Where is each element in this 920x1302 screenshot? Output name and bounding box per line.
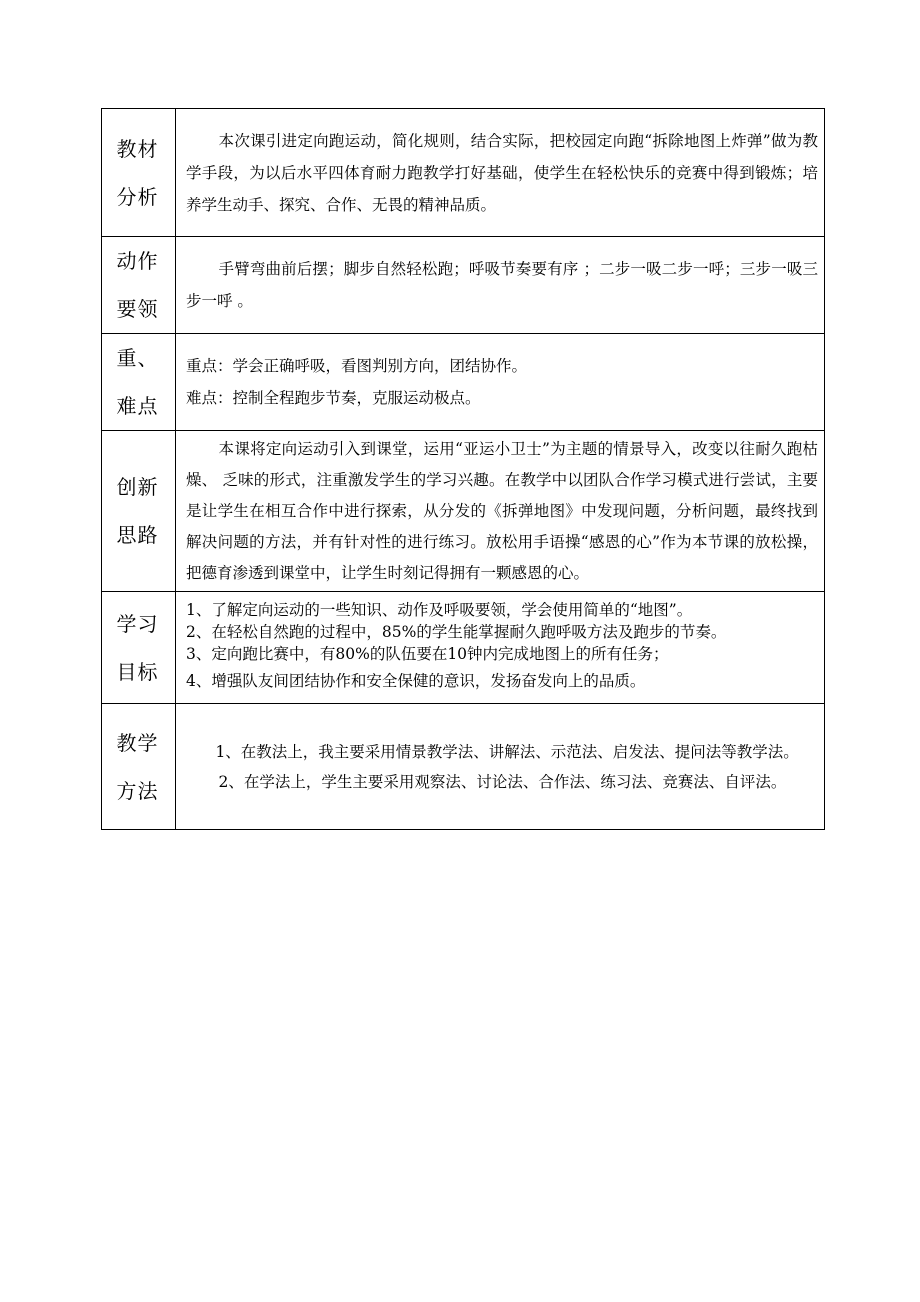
goal-item: 2、在轻松自然跑的过程中，85%的学生能掌握耐久跑呼吸方法及跑步的节奏。	[186, 622, 727, 641]
row-label-cell	[102, 237, 176, 334]
table-row-innovation	[102, 431, 825, 592]
row-label-cell	[102, 592, 176, 704]
content-paragraph: 手臂弯曲前后摆；脚步自然轻松跑；呼吸节奏要有序 ；二步一吸二步一呼；三步一吸三步一呼 。	[186, 260, 818, 310]
row-label: 动作要领	[116, 249, 159, 321]
goal-item: 1、了解定向运动的一些知识、动作及呼吸要领，学会使用简单的“地图”。	[186, 600, 693, 619]
table-row-teaching-methods	[102, 704, 825, 830]
table-row-learning-goals	[102, 592, 825, 704]
row-content-cell	[176, 237, 825, 334]
goal-item: 3、定向跑比赛中，有80%的队伍要在10钟内完成地图上的所有任务；	[186, 644, 669, 663]
row-label: 教学方法	[116, 730, 159, 803]
row-label-cell	[102, 704, 176, 830]
content-paragraph: 1、在教法上，我主要采用情景教学法、讲解法、示范法、启发法、提问法等教学法。	[215, 742, 799, 761]
content-paragraph: 本课将定向运动引入到课堂，运用“亚运小卫士”为主题的情景导入，改变以往耐久跑枯燥、 乏味的形式，注重激发学生的学习兴趣。在教学中以团队合作学习模式进行尝试，主要是让学生在相互合作中进行探索，从分发的《拆弹地图》中发现问题，分析问题，最终找到解决问题的方法，并有针对性的进行练习。放松用手语操“感恩的心”作为本节课的放松操，把德育渗透到课堂中，让学生时刻记得拥有一颗感恩的心。	[186, 439, 818, 582]
row-content-cell	[176, 592, 825, 704]
goal-item: 4、增强队友间团结协作和安全保健的意识，发扬奋发向上的品质。	[186, 671, 646, 690]
row-label-cell	[102, 334, 176, 431]
content-paragraph: 重点：学会正确呼吸，看图判别方向，团结协作。	[186, 357, 528, 375]
table-row-material-analysis	[102, 109, 825, 237]
content-paragraph: 2、在学法上，学生主要采用观察法、讨论法、合作法、练习法、竞赛法、自评法。	[218, 772, 787, 791]
row-content-cell	[176, 431, 825, 592]
content-paragraph: 难点：控制全程跑步节奏，克服运动极点。	[186, 389, 481, 407]
row-label: 教材分析	[116, 136, 159, 209]
row-label-cell	[102, 431, 176, 592]
lesson-plan-table	[101, 108, 825, 830]
table-row-key-points	[102, 334, 825, 431]
row-label-cell	[102, 109, 176, 237]
row-content-cell	[176, 109, 825, 237]
row-label: 创新思路	[116, 475, 159, 547]
row-label: 学习目标	[116, 611, 159, 684]
content-paragraph: 本次课引进定向跑运动，简化规则，结合实际，把校园定向跑“拆除地图上炸弹”做为教学手段，为以后水平四体育耐力跑教学打好基础，使学生在轻松快乐的竞赛中得到锻炼；培养学生动手、探究、合作、无畏的精神品质。	[186, 131, 818, 214]
row-label: 重、难点	[116, 346, 159, 418]
table-row-action-essentials	[102, 237, 825, 334]
row-content-cell	[176, 334, 825, 431]
row-content-cell	[176, 704, 825, 830]
